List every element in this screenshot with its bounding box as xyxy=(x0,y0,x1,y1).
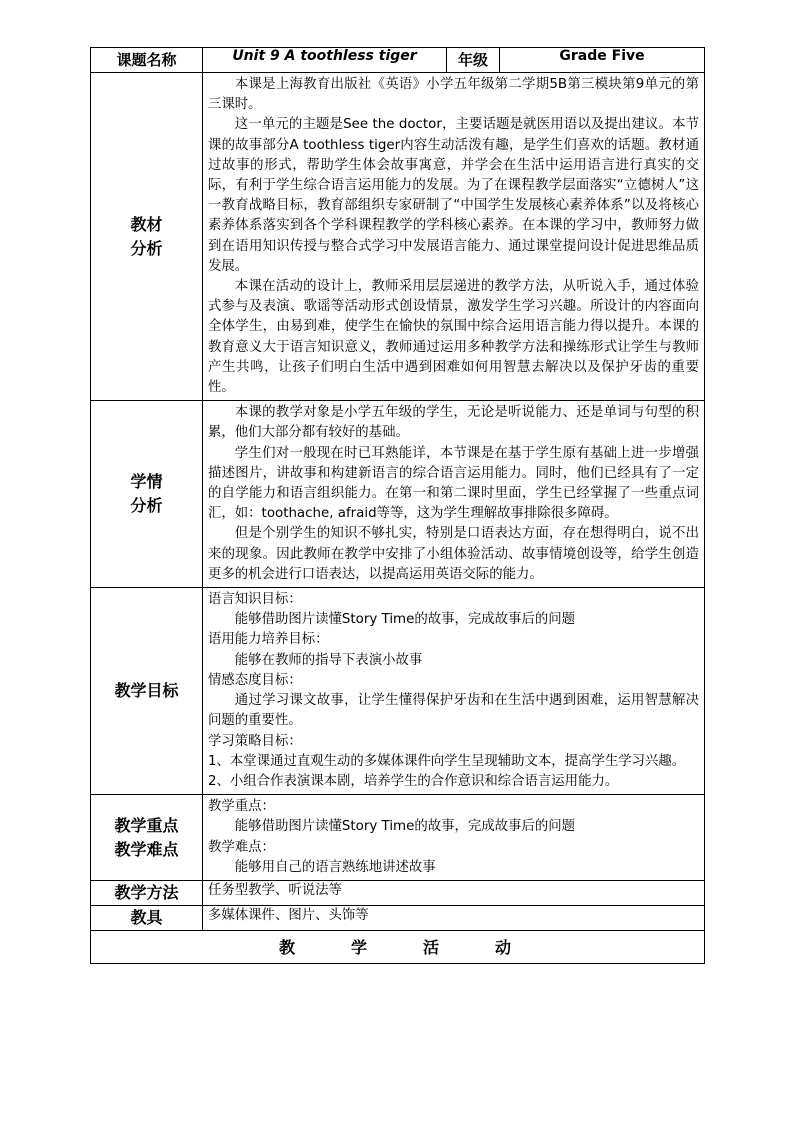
topic-label: 课题名称 xyxy=(91,48,203,73)
key-point-title: 教学重点： xyxy=(208,799,275,815)
objectives-row xyxy=(91,588,705,795)
material-analysis-content xyxy=(203,73,705,401)
difficult-point-title: 教学难点： xyxy=(208,839,275,855)
objectives-content xyxy=(203,588,705,795)
material-paragraph: 这一单元的主题是See the doctor，主要话题是就医用语以及提出建议。本节课的故事部分A toothless tiger内容生动活泼有趣，是学生们喜欢的话题。教材通过故事的形式，帮助学生体会故事寓意，并学会在生活中运用语言进行真实的交际，有利于学生综合语言运用能力的发展。为了在课程教学层面落实“立德树人”这一教育战略目标，教育部组织专家研制了“中国学生发展核心素养体系”以及将核心素养体系落实到各个学科课程教学的学科核心素养。在本课的学习中，教师努力做到在语用知识传授与整合式学习中发展语言能力、通过课堂提问设计促进思维品质发展。 xyxy=(208,117,699,274)
methods-value: 任务型教学、听说法等 xyxy=(203,880,705,905)
aids-label: 教具 xyxy=(91,905,203,930)
lesson-plan-table xyxy=(90,47,705,964)
topic-value: Unit 9 A toothless tiger xyxy=(203,48,447,73)
grade-value: Grade Five xyxy=(500,48,705,73)
key-label-line2: 教学难点 xyxy=(114,839,179,859)
material-label-line2: 分析 xyxy=(130,238,163,258)
learner-label-line2: 分析 xyxy=(130,496,163,516)
material-label-line1: 教材 xyxy=(130,214,163,234)
strategy-objective-2: 2、小组合作表演课本剧，培养学生的合作意识和综合语言运用能力。 xyxy=(208,773,619,789)
material-analysis-row xyxy=(91,73,705,401)
knowledge-objective-title: 语言知识目标： xyxy=(208,592,302,608)
key-points-row xyxy=(91,795,705,881)
activities-heading: 教学活动 xyxy=(91,930,705,963)
strategy-objective-title: 学习策略目标： xyxy=(208,733,302,749)
learner-analysis-content xyxy=(203,401,705,588)
attitude-objective-text: 通过学习课文故事，让学生懂得保护牙齿和在生活中遇到困难，运用智慧解决问题的重要性。 xyxy=(208,693,699,729)
activities-row xyxy=(91,930,705,963)
learner-paragraph: 本课的教学对象是小学五年级的学生，无论是听说能力、还是单词与句型的积累，他们大部分都有较好的基础。 xyxy=(208,405,699,441)
ability-objective-text: 能够在教师的指导下表演小故事 xyxy=(234,652,423,668)
aids-row xyxy=(91,905,705,930)
methods-row xyxy=(91,880,705,905)
material-paragraph: 本课在活动的设计上，教师采用层层递进的教学方法，从听说入手，通过体验式参与及表演、歌谣等活动形式创设情景，激发学生学习兴趣。所设计的内容面向全体学生，由易到难，使学生在愉快的氛围中综合运用语言能力得以提升。本课的教育意义大于语言知识意义，教师通过运用多种教学方法和操练形式让学生与教师产生共鸣，让孩子们明白生活中遇到困难如何用智慧去解决以及保护牙齿的重要性。 xyxy=(208,279,699,396)
knowledge-objective-text: 能够借助图片读懂Story Time的故事，完成故事后的问题 xyxy=(234,612,576,628)
methods-label: 教学方法 xyxy=(91,880,203,905)
learner-analysis-label xyxy=(91,401,203,588)
material-analysis-label xyxy=(91,73,203,401)
key-points-label xyxy=(91,795,203,881)
key-label-line1: 教学重点 xyxy=(114,815,179,835)
key-point-text: 能够借助图片读懂Story Time的故事，完成故事后的问题 xyxy=(234,819,576,835)
key-points-content xyxy=(203,795,705,881)
learner-label-line1: 学情 xyxy=(130,472,163,492)
objectives-label: 教学目标 xyxy=(91,588,203,795)
material-paragraph: 本课是上海教育出版社《英语》小学五年级第二学期5B第三模块第9单元的第三课时。 xyxy=(208,77,699,113)
difficult-point-text: 能够用自己的语言熟练地讲述故事 xyxy=(234,859,436,875)
learner-paragraph: 但是个别学生的知识不够扎实，特别是口语表达方面，存在想得明白，说不出来的现象。因此教师在教学中安排了小组体验活动、故事情境创设等，给学生创造更多的机会进行口语表达，以提高运用英语交际的能力。 xyxy=(208,526,699,582)
aids-value: 多媒体课件、图片、头饰等 xyxy=(203,905,705,930)
attitude-objective-title: 情感态度目标： xyxy=(208,672,302,688)
learner-analysis-row xyxy=(91,401,705,588)
header-row xyxy=(91,48,705,73)
strategy-objective-1: 1、本堂课通过直观生动的多媒体课件向学生呈现辅助文本，提高学生学习兴趣。 xyxy=(208,753,686,769)
ability-objective-title: 语用能力培养目标： xyxy=(208,632,329,648)
learner-paragraph: 学生们对一般现在时已耳熟能详，本节课是在基于学生原有基础上进一步增强描述图片，讲故事和构建新语言的综合语言运用能力。同时，他们已经具有了一定的自学能力和语言组织能力。在第一和第二课时里面，学生已经掌握了一些重点词汇，如：toothache, afraid等等，这为学生理解故事排除很多障碍。 xyxy=(208,445,699,522)
grade-label: 年级 xyxy=(447,48,500,73)
